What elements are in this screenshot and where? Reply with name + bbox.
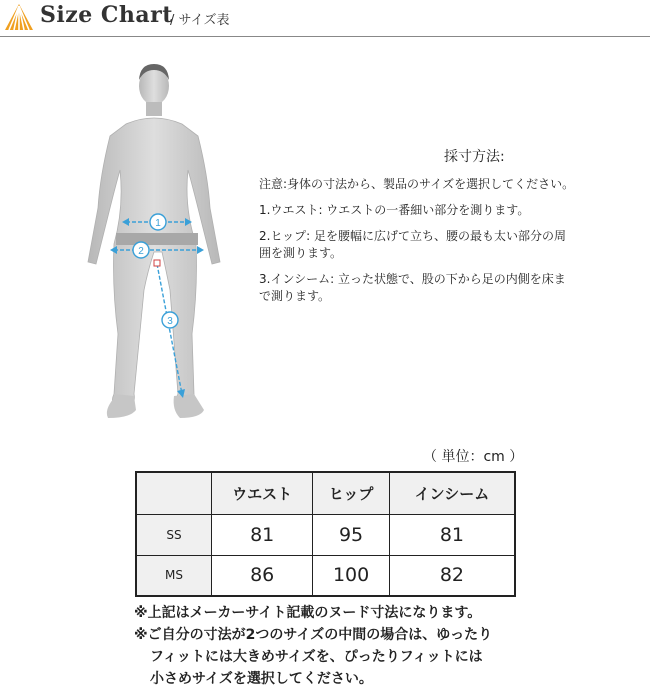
column-header-waist: ウエスト [212,472,313,514]
inseam-value: 82 [389,555,515,596]
marker-1-label: 1 [155,218,161,229]
marker-3-label: 3 [167,316,173,327]
measurement-method-title: 採寸方法: [444,149,505,165]
footnote-line: 小さめサイズを選択してください。 [150,671,373,687]
waist-value: 86 [212,555,313,596]
table-corner-cell [136,472,212,514]
table-row [136,514,515,555]
waist-instruction: 1.ウエスト: ウエストの一番細い部分を測ります。 [259,203,530,217]
size-table [135,471,516,597]
page-title: Size Chart [40,2,173,28]
crotch-marker [154,260,160,266]
footnote-line: フィットには大きめサイズを、ぴったりフィットには [150,649,483,665]
body-measurement-figure [70,58,250,432]
left-foot-shape [107,394,136,418]
column-header-inseam: インシーム [389,472,515,514]
size-label: SS [136,514,212,555]
unit-label: （ 単位：cm ） [423,449,524,465]
footnote-line: ※上記はメーカーサイト記載のヌード寸法になります。 [134,605,482,621]
inseam-instruction: 3.インシーム: 立った状態で、股の下から足の内側を床まで測ります。 [259,272,566,303]
size-label: MS [136,555,212,596]
inseam-value: 81 [389,514,515,555]
hip-value: 100 [313,555,389,596]
hip-instruction: 2.ヒップ: 足を腰幅に広げて立ち、腰の最も太い部分の周囲を測ります。 [259,229,566,260]
table-header-row [136,472,515,514]
table-row [136,555,515,596]
footnotes [134,602,492,690]
footnote-line: ※ご自分の寸法が2つのサイズの中間の場合は、ゆったり [134,627,493,643]
hip-value: 95 [313,514,389,555]
measurement-note: 注意:身体の寸法から、製品のサイズを選択してください。 [259,177,575,191]
waist-value: 81 [212,514,313,555]
marker-2-label: 2 [138,246,144,257]
header [0,0,650,37]
neck-shape [146,102,162,116]
right-foot-shape [174,394,204,418]
mountain-logo-icon [4,3,34,31]
waistband-shape [116,233,198,245]
measurement-notes [259,176,575,314]
page-subtitle: / サイズ表 [170,13,230,28]
column-header-hip: ヒップ [313,472,389,514]
hip-arrow-right-head [197,246,204,254]
